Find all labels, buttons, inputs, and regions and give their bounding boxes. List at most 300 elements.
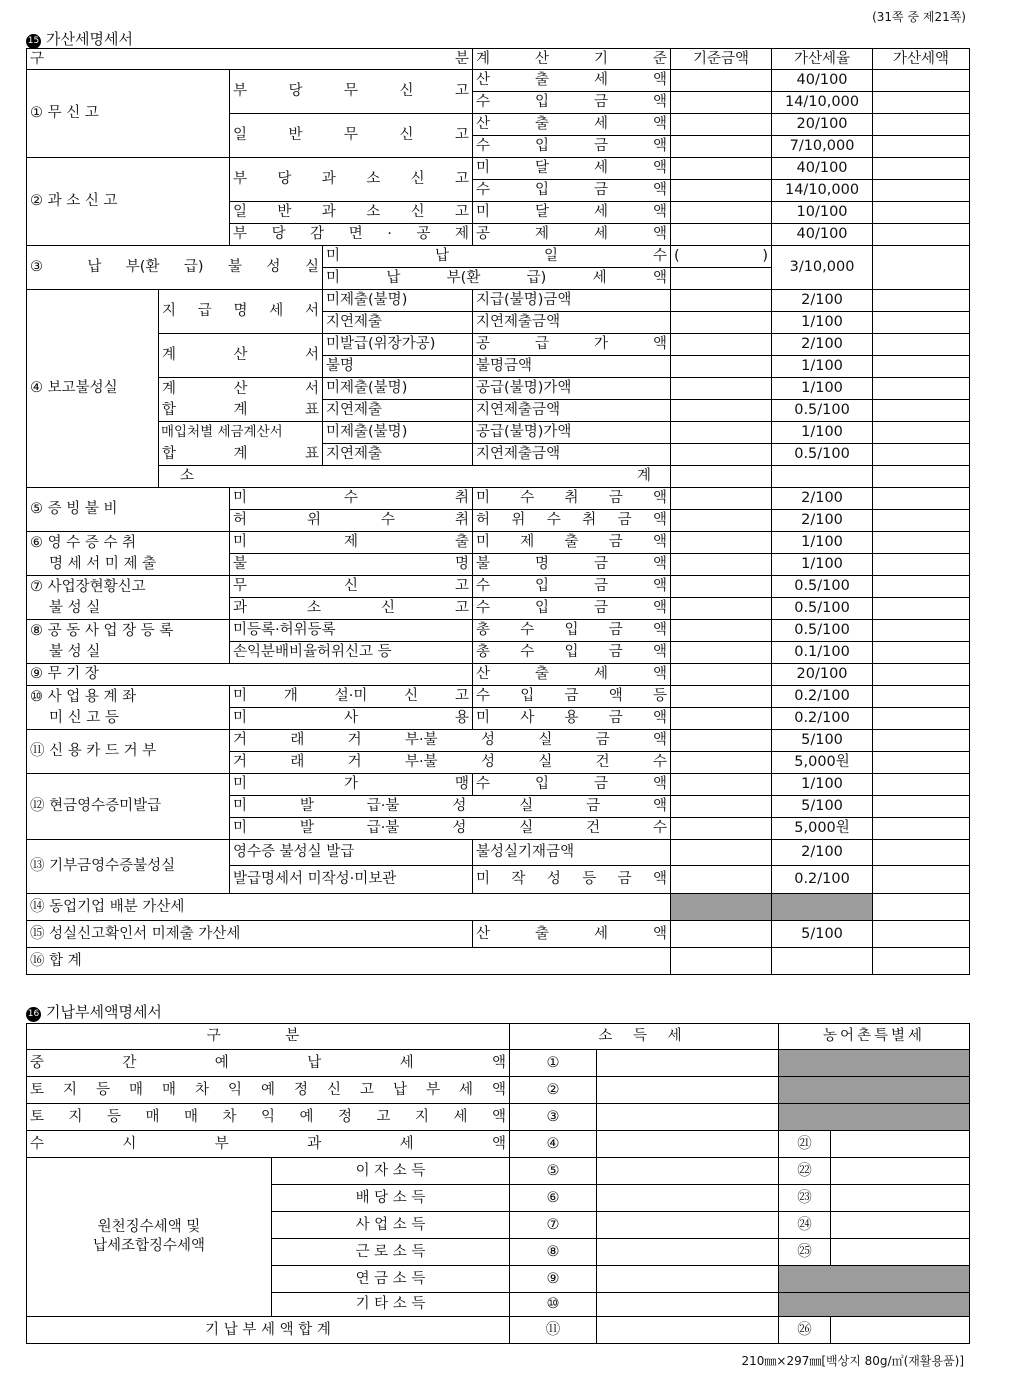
input-cell[interactable]	[671, 136, 772, 158]
input-cell[interactable]	[671, 356, 772, 378]
table-cell: 지연제출금액	[473, 312, 671, 334]
table-cell: 불명금액	[473, 356, 671, 378]
rural-tax-cell[interactable]	[831, 1131, 970, 1158]
input-cell[interactable]	[671, 620, 772, 642]
table-cell: ⑪	[510, 1317, 597, 1344]
input-cell[interactable]	[873, 158, 970, 180]
paper-spec-footer: 210㎜×297㎜[백상지 80g/㎡(재활용품)]	[741, 1354, 964, 1368]
table-cell: 부 당 무 신 고	[230, 70, 473, 114]
income-tax-cell[interactable]	[597, 1050, 779, 1077]
table-cell: ⑭ 동업기업 배분 가산세	[27, 894, 671, 921]
table-row	[27, 1077, 970, 1104]
table-row	[27, 158, 970, 180]
input-cell[interactable]	[671, 92, 772, 114]
table-row	[27, 840, 970, 866]
table-cell: 거 래 거 부·불 성 실 금 액	[230, 730, 671, 752]
input-cell[interactable]	[873, 708, 970, 730]
table-cell: 미 달 세 액	[473, 158, 671, 180]
table-cell: 미 발 급·불 성 실 금 액	[230, 796, 671, 818]
table-cell: 이 자 소 득	[272, 1158, 510, 1185]
table-cell	[772, 466, 873, 488]
input-cell[interactable]	[671, 730, 772, 752]
table-cell: 발급명세서 미작성·미보관	[230, 866, 473, 894]
input-cell[interactable]	[671, 334, 772, 356]
table-row	[27, 620, 970, 642]
input-cell[interactable]	[671, 866, 772, 894]
input-cell[interactable]	[671, 752, 772, 774]
input-cell[interactable]	[873, 642, 970, 664]
table-cell: ⑦ 사업장현황신고	[27, 576, 230, 598]
table-cell: 5/100	[772, 730, 873, 752]
table-cell: 미제출(불명)	[323, 378, 473, 400]
header-row	[27, 1024, 970, 1050]
input-cell[interactable]	[671, 312, 772, 334]
table-cell: 원천징수세액 및 납세조합징수세액	[27, 1158, 272, 1317]
table-cell: 40/100	[772, 158, 873, 180]
table-cell: ㉓	[779, 1185, 831, 1212]
table-cell: 매입처별 세금계산서	[159, 422, 323, 444]
input-cell[interactable]	[831, 1239, 970, 1266]
input-cell[interactable]	[873, 202, 970, 224]
table-cell: ⑬ 기부금영수증불성실	[27, 840, 230, 894]
table-cell: 1/100	[772, 774, 873, 796]
table-cell: 구 분	[27, 49, 473, 70]
table-cell: 지급(불명)금액	[473, 290, 671, 312]
table-cell: 수 입 금 액	[473, 92, 671, 114]
input-cell[interactable]	[873, 840, 970, 866]
input-cell[interactable]	[873, 444, 970, 466]
table-cell: ㉖	[779, 1317, 831, 1344]
table-cell: 미 가 맹	[230, 774, 473, 796]
table-cell: 0.5/100	[772, 576, 873, 598]
table-row	[27, 598, 970, 620]
table-cell: 농어촌특별세	[779, 1024, 970, 1050]
input-cell[interactable]	[671, 268, 772, 290]
table-cell: 기 타 소 득	[272, 1293, 510, 1317]
input-cell[interactable]	[671, 224, 772, 246]
table-row	[27, 70, 970, 92]
table-cell: 수 입 금 액	[473, 598, 671, 620]
input-cell[interactable]	[671, 510, 772, 532]
input-cell[interactable]	[873, 818, 970, 840]
input-cell[interactable]	[873, 598, 970, 620]
input-cell[interactable]	[873, 664, 970, 686]
table-cell: 14/10,000	[772, 92, 873, 114]
table-row	[27, 730, 970, 752]
input-cell[interactable]	[671, 400, 772, 422]
table-cell: 총 수 입 금 액	[473, 620, 671, 642]
header-row	[27, 49, 970, 70]
table-cell: 미 신 고 등	[27, 708, 230, 730]
input-cell[interactable]	[873, 334, 970, 356]
input-cell[interactable]	[671, 378, 772, 400]
table-cell: 1/100	[772, 422, 873, 444]
table-cell: 구 분	[27, 1024, 510, 1050]
table-cell: 부 당 과 소 신 고	[230, 158, 473, 202]
table-row	[27, 686, 970, 708]
input-cell[interactable]	[671, 642, 772, 664]
input-cell[interactable]	[597, 1293, 779, 1317]
table-cell: 사 업 소 득	[272, 1212, 510, 1239]
section-16-number: 16	[26, 1007, 41, 1022]
table-cell: 20/100	[772, 664, 873, 686]
table-cell: 중 간 예 납 세 액	[27, 1050, 510, 1077]
table-row	[27, 444, 970, 466]
table-cell: 산 출 세 액	[473, 664, 671, 686]
table-cell: ⑧	[510, 1239, 597, 1266]
table-cell: 7/10,000	[772, 136, 873, 158]
input-cell[interactable]	[671, 114, 772, 136]
table-cell: ①	[510, 1050, 597, 1077]
table-cell: 산 출 세 액	[473, 114, 671, 136]
input-cell[interactable]	[671, 554, 772, 576]
input-cell[interactable]	[671, 664, 772, 686]
input-cell[interactable]	[873, 866, 970, 894]
table-row	[27, 1158, 970, 1185]
table-cell: 공급(불명)가액	[473, 422, 671, 444]
input-cell[interactable]	[873, 378, 970, 400]
table-cell: 미 달 세 액	[473, 202, 671, 224]
input-cell[interactable]	[873, 796, 970, 818]
table-cell: 가산세액	[873, 49, 970, 70]
table-cell: 수 입 금 액	[473, 576, 671, 598]
input-cell[interactable]	[873, 620, 970, 642]
table-cell: 허 위 수 취	[230, 510, 473, 532]
input-cell[interactable]	[671, 180, 772, 202]
prepaid-tax-table	[26, 1023, 970, 1344]
table-cell	[671, 894, 772, 921]
table-cell: 2/100	[772, 334, 873, 356]
table-cell: 미제출(불명)	[323, 290, 473, 312]
table-cell: ⑤ 증 빙 불 비	[27, 488, 230, 532]
input-cell[interactable]	[873, 554, 970, 576]
input-cell[interactable]	[873, 948, 970, 975]
table-cell: 무 신 고	[230, 576, 473, 598]
table-cell: 미 개 설·미 신 고	[230, 686, 473, 708]
input-cell[interactable]	[873, 894, 970, 921]
table-cell: 불 성 실	[27, 642, 230, 664]
table-cell: 근 로 소 득	[272, 1239, 510, 1266]
table-cell: ㉑	[779, 1131, 831, 1158]
input-cell[interactable]	[671, 840, 772, 866]
table-cell: ⑥ 영 수 증 수 취	[27, 532, 230, 554]
table-cell: 미 사 용 금 액	[473, 708, 671, 730]
input-cell[interactable]	[671, 686, 772, 708]
table-cell: 공 급 가 액	[473, 334, 671, 356]
input-cell[interactable]	[671, 708, 772, 730]
table-row	[27, 921, 970, 948]
table-cell: 가산세율	[772, 49, 873, 70]
input-cell[interactable]	[873, 114, 970, 136]
base-amount-cell[interactable]	[671, 70, 772, 92]
table-cell: 계 산 서	[159, 378, 323, 400]
input-cell[interactable]	[873, 356, 970, 378]
table-cell: 공급(불명)가액	[473, 378, 671, 400]
input-cell[interactable]	[597, 1077, 779, 1104]
table-cell: ㉔	[779, 1212, 831, 1239]
table-cell: 토 지 등 매 매 차 익 예 정 신 고 납 부 세 액	[27, 1077, 510, 1104]
table-cell: 과 소 신 고	[230, 598, 473, 620]
table-cell: 2/100	[772, 290, 873, 312]
input-cell[interactable]	[671, 818, 772, 840]
input-cell[interactable]	[671, 948, 772, 975]
table-cell: 미제출(불명)	[323, 422, 473, 444]
input-cell[interactable]	[873, 92, 970, 114]
input-cell[interactable]	[873, 466, 970, 488]
table-cell: 1/100	[772, 532, 873, 554]
table-cell: ⑮ 성실신고확인서 미제출 가산세	[27, 921, 473, 948]
table-row	[27, 1131, 970, 1158]
table-cell: ⑩	[510, 1293, 597, 1317]
input-cell[interactable]	[873, 488, 970, 510]
total-row	[27, 1317, 970, 1344]
penalty-amount-cell[interactable]	[873, 70, 970, 92]
input-cell[interactable]	[873, 180, 970, 202]
table-cell: 5,000원	[772, 752, 873, 774]
input-cell[interactable]	[831, 1212, 970, 1239]
table-cell: 지연제출	[323, 444, 473, 466]
input-cell[interactable]	[671, 158, 772, 180]
table-cell: 미 발 급·불 성 실 건 수	[230, 818, 671, 840]
input-cell[interactable]	[873, 510, 970, 532]
input-cell[interactable]	[671, 774, 772, 796]
table-cell: 지연제출	[323, 312, 473, 334]
table-cell: 미등록·허위등록	[230, 620, 473, 642]
table-cell: ④ 보고불성실	[27, 290, 159, 488]
table-cell: 토 지 등 매 매 차 익 예 정 고 지 세 액	[27, 1104, 510, 1131]
table-cell	[779, 1104, 970, 1131]
table-cell: 10/100	[772, 202, 873, 224]
table-cell	[772, 948, 873, 975]
table-row	[27, 1104, 970, 1131]
table-cell: 0.5/100	[772, 598, 873, 620]
table-cell: 40/100	[772, 224, 873, 246]
input-cell[interactable]	[873, 774, 970, 796]
input-cell[interactable]	[597, 1158, 779, 1185]
table-cell: 3/10,000	[772, 246, 873, 290]
table-cell: 2/100	[772, 510, 873, 532]
input-cell[interactable]	[671, 422, 772, 444]
table-cell: 2/100	[772, 488, 873, 510]
table-cell: ④	[510, 1131, 597, 1158]
table-cell: ⑧ 공 동 사 업 장 등 록	[27, 620, 230, 642]
input-cell[interactable]	[597, 1212, 779, 1239]
input-cell[interactable]	[671, 576, 772, 598]
table-cell: 지연제출금액	[473, 400, 671, 422]
table-cell: 5/100	[772, 921, 873, 948]
table-cell: 1/100	[772, 356, 873, 378]
table-cell: 불 명 금 액	[473, 554, 671, 576]
section-15-number: 15	[26, 34, 41, 49]
table-cell	[779, 1266, 970, 1293]
section-16-title: 16 기납부세액명세서	[27, 1003, 162, 1021]
table-cell: 지 급 명 세 서	[159, 290, 323, 334]
table-cell: 미 수 취	[230, 488, 473, 510]
table-cell: 허 위 수 취 금 액	[473, 510, 671, 532]
table-cell: 미 납 일 수	[323, 246, 671, 268]
table-cell: 0.5/100	[772, 400, 873, 422]
input-cell[interactable]	[671, 796, 772, 818]
input-cell[interactable]	[873, 532, 970, 554]
table-row	[27, 246, 970, 268]
table-cell: 연 금 소 득	[272, 1266, 510, 1293]
input-cell[interactable]	[873, 246, 970, 290]
table-cell: 계 산 서	[159, 334, 323, 378]
table-cell: 1/100	[772, 378, 873, 400]
table-row	[27, 290, 970, 312]
input-cell[interactable]	[873, 400, 970, 422]
input-cell[interactable]	[671, 532, 772, 554]
input-cell[interactable]	[873, 686, 970, 708]
table-row	[27, 400, 970, 422]
table-cell: ⑨ 무 기 장	[27, 664, 473, 686]
table-cell: 공 제 세 액	[473, 224, 671, 246]
table-cell: 14/10,000	[772, 180, 873, 202]
table-cell: 미 사 용	[230, 708, 473, 730]
table-row	[27, 894, 970, 921]
input-cell[interactable]	[671, 598, 772, 620]
table-cell	[779, 1077, 970, 1104]
penalty-tax-table	[26, 48, 970, 975]
input-cell[interactable]	[597, 1317, 779, 1344]
table-row	[27, 532, 970, 554]
table-cell: 0.5/100	[772, 444, 873, 466]
table-cell: 일 반 과 소 신 고	[230, 202, 473, 224]
table-row	[27, 576, 970, 598]
input-cell[interactable]	[873, 730, 970, 752]
input-cell[interactable]: ( )	[671, 246, 772, 268]
table-cell: 기 납 부 세 액 합 계	[27, 1317, 510, 1344]
table-cell: 40/100	[772, 70, 873, 92]
table-cell	[779, 1050, 970, 1077]
table-cell: ⑦	[510, 1212, 597, 1239]
table-row	[27, 334, 970, 356]
table-cell: ⑩ 사 업 용 계 좌	[27, 686, 230, 708]
table-cell: 수 입 금 액	[473, 180, 671, 202]
table-cell: 부 당 감 면 · 공 제	[230, 224, 473, 246]
table-row	[27, 708, 970, 730]
table-cell: 1/100	[772, 554, 873, 576]
input-cell[interactable]	[873, 312, 970, 334]
table-row	[27, 466, 970, 488]
table-cell: 산 출 세 액	[473, 921, 671, 948]
table-row	[27, 1050, 970, 1077]
table-cell: 미 작 성 등 금 액	[473, 866, 671, 894]
input-cell[interactable]	[831, 1185, 970, 1212]
table-cell: 합 계 표	[159, 400, 323, 422]
input-cell[interactable]	[597, 1185, 779, 1212]
table-row	[27, 488, 970, 510]
table-cell: ⑥	[510, 1185, 597, 1212]
table-cell: 5/100	[772, 796, 873, 818]
table-cell: ⑯ 합 계	[27, 948, 671, 975]
table-cell: ⑫ 현금영수증미발급	[27, 774, 230, 840]
table-cell: 영수증 불성실 발급	[230, 840, 473, 866]
table-cell: 수 입 금 액	[473, 774, 671, 796]
table-cell: 지연제출	[323, 400, 473, 422]
table-cell: 기준금액	[671, 49, 772, 70]
input-cell[interactable]	[873, 224, 970, 246]
table-cell: 손익분배비율허위신고 등	[230, 642, 473, 664]
table-cell: 미발급(위장가공)	[323, 334, 473, 356]
input-cell[interactable]	[597, 1266, 779, 1293]
table-cell: 수 입 금 액	[473, 136, 671, 158]
table-cell: 0.2/100	[772, 708, 873, 730]
table-row	[27, 664, 970, 686]
table-cell: 0.1/100	[772, 642, 873, 664]
input-cell[interactable]	[873, 290, 970, 312]
input-cell[interactable]	[831, 1317, 970, 1344]
table-row	[27, 378, 970, 400]
input-cell[interactable]	[671, 488, 772, 510]
table-row	[27, 422, 970, 444]
table-cell: 계 산 기 준	[473, 49, 671, 70]
input-cell[interactable]	[671, 444, 772, 466]
table-cell: 수 시 부 과 세 액	[27, 1131, 510, 1158]
table-cell: 일 반 무 신 고	[230, 114, 473, 158]
table-cell: ②	[510, 1077, 597, 1104]
table-row	[27, 774, 970, 796]
input-cell[interactable]	[873, 136, 970, 158]
table-cell: ㉒	[779, 1158, 831, 1185]
table-cell: 지연제출금액	[473, 444, 671, 466]
input-cell[interactable]	[671, 466, 772, 488]
table-cell: 0.2/100	[772, 686, 873, 708]
input-cell[interactable]	[873, 422, 970, 444]
table-cell: 불명	[323, 356, 473, 378]
section-15-title: 15 가산세명세서	[27, 30, 133, 48]
table-row	[27, 642, 970, 664]
table-cell: 합 계 표	[159, 444, 323, 466]
page-indicator: (31쪽 중 제21쪽)	[872, 10, 966, 24]
input-cell[interactable]	[873, 921, 970, 948]
table-cell: ③	[510, 1104, 597, 1131]
table-cell: 미 납 부(환 급) 세 액	[323, 268, 671, 290]
input-cell[interactable]	[671, 202, 772, 224]
table-cell: 불 성 실	[27, 598, 230, 620]
input-cell[interactable]	[671, 290, 772, 312]
table-cell: ⑨	[510, 1266, 597, 1293]
table-cell: 5,000원	[772, 818, 873, 840]
input-cell[interactable]	[597, 1239, 779, 1266]
input-cell[interactable]	[873, 752, 970, 774]
table-cell: ㉕	[779, 1239, 831, 1266]
table-cell: 2/100	[772, 840, 873, 866]
input-cell[interactable]	[597, 1104, 779, 1131]
table-cell: ③ 납 부(환 급) 불 성 실	[27, 246, 323, 290]
table-cell: 1/100	[772, 312, 873, 334]
table-row	[27, 948, 970, 975]
table-cell: 소 득 세	[510, 1024, 779, 1050]
input-cell[interactable]	[831, 1158, 970, 1185]
input-cell[interactable]	[671, 921, 772, 948]
input-cell[interactable]	[597, 1131, 779, 1158]
table-cell: 미 제 출	[230, 532, 473, 554]
table-cell: ① 무 신 고	[27, 70, 230, 158]
input-cell[interactable]	[873, 576, 970, 598]
table-cell: 0.5/100	[772, 620, 873, 642]
table-cell: 미 제 출 금 액	[473, 532, 671, 554]
table-cell: ⑪ 신 용 카 드 거 부	[27, 730, 230, 774]
table-cell: ⑤	[510, 1158, 597, 1185]
table-cell: 거 래 거 부·불 성 실 건 수	[230, 752, 671, 774]
table-cell: 미 수 취 금 액	[473, 488, 671, 510]
table-cell: 소 계	[159, 466, 671, 488]
table-cell	[772, 894, 873, 921]
table-cell: 수 입 금 액 등	[473, 686, 671, 708]
table-cell: ② 과 소 신 고	[27, 158, 230, 246]
table-cell: 배 당 소 득	[272, 1185, 510, 1212]
